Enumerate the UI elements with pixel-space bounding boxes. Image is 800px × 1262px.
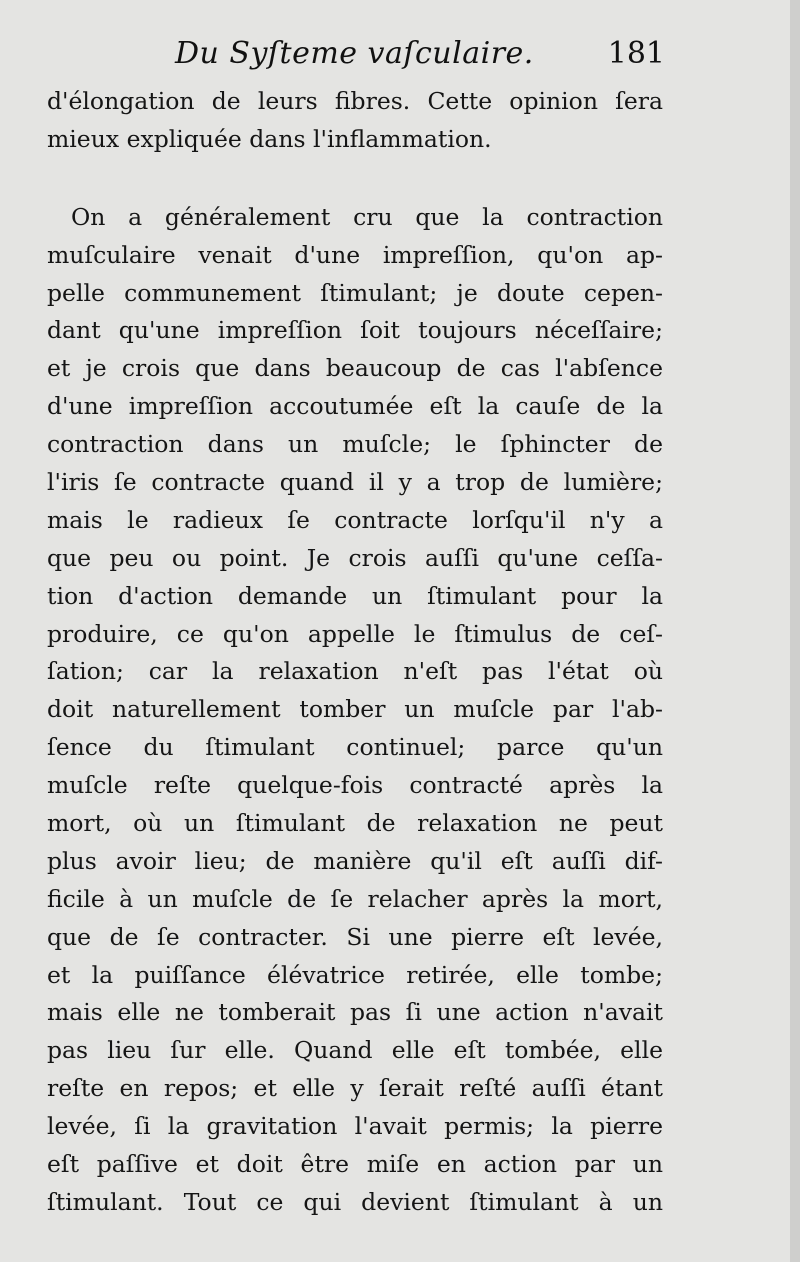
text-line: que peu ou point. Je crois auſſi qu'une ceſſa-: [47, 543, 663, 572]
text-line: muſcle reſte quelque-fois contracté après la: [47, 771, 663, 800]
text-line: d'une impreſſion accoutumée eſt la cauſe de la: [47, 392, 663, 421]
text-line: d'élongation de leurs fibres. Cette opinion ſera: [47, 87, 663, 115]
text-line: plus avoir lieu; de manière qu'il eſt auſſi dif-: [47, 846, 663, 875]
text-line: tion d'action demande un ſtimulant pour la: [47, 581, 663, 610]
page-header: [175, 36, 665, 82]
text-line: levée, ſi la gravitation l'avait permis; la pierre: [47, 1112, 663, 1141]
text-line: muſculaire venait d'une impreſſion, qu'on ap-: [47, 240, 663, 269]
paragraph: [47, 199, 663, 1222]
text-line: mais elle ne tomberait pas ſi une action n'avait: [47, 998, 663, 1027]
text-line: pas lieu ſur elle. Quand elle eſt tombée, elle: [47, 1036, 663, 1065]
paragraph-gap: [47, 159, 663, 199]
page-number: 181: [607, 36, 665, 71]
text-line: mieux expliquée dans l'inflammation.: [47, 124, 492, 153]
text-line: mais le radieux ſe contracte lorſqu'il n'y a: [47, 505, 663, 534]
paragraph: [47, 83, 663, 159]
text-line: doit naturellement tomber un muſcle par l'ab-: [47, 695, 663, 724]
text-line: l'iris ſe contracte quand il y a trop de lumière;: [47, 468, 663, 497]
text-line: mort, où un ſtimulant de relaxation ne peut: [47, 809, 663, 838]
text-line: contraction dans un muſcle; le ſphincter de: [47, 430, 663, 459]
text-line: ficile à un muſcle de ſe relacher après la mort,: [47, 884, 663, 913]
text-line: et je crois que dans beaucoup de cas l'abſence: [47, 354, 663, 383]
text-line: pelle communement ſtimulant; je doute cepen-: [47, 278, 663, 307]
text-line: On a généralement cru que la contraction: [71, 202, 663, 231]
text-line: ſtimulant. Tout ce qui devient ſtimulant à un: [47, 1187, 663, 1216]
text-line: ſence du ſtimulant continuel; parce qu'un: [47, 733, 663, 762]
text-line: produire, ce qu'on appelle le ſtimulus de ceſ-: [47, 619, 663, 648]
text-line: dant qu'une impreſſion ſoit toujours néceſſaire;: [47, 316, 663, 345]
body-text: [47, 83, 663, 1222]
running-title: Du Syſteme vaſculaire.: [175, 36, 534, 71]
text-line: eſt paſſive et doit être miſe en action par un: [47, 1150, 663, 1179]
text-line: ſation; car la relaxation n'eſt pas l'état où: [47, 657, 663, 686]
text-line: reſte en repos; et elle y ſerait reſté auſſi étant: [47, 1074, 663, 1103]
text-line: et la puiſſance élévatrice retirée, elle tombe;: [47, 960, 663, 989]
text-line: que de ſe contracter. Si une pierre eſt levée,: [47, 922, 663, 951]
